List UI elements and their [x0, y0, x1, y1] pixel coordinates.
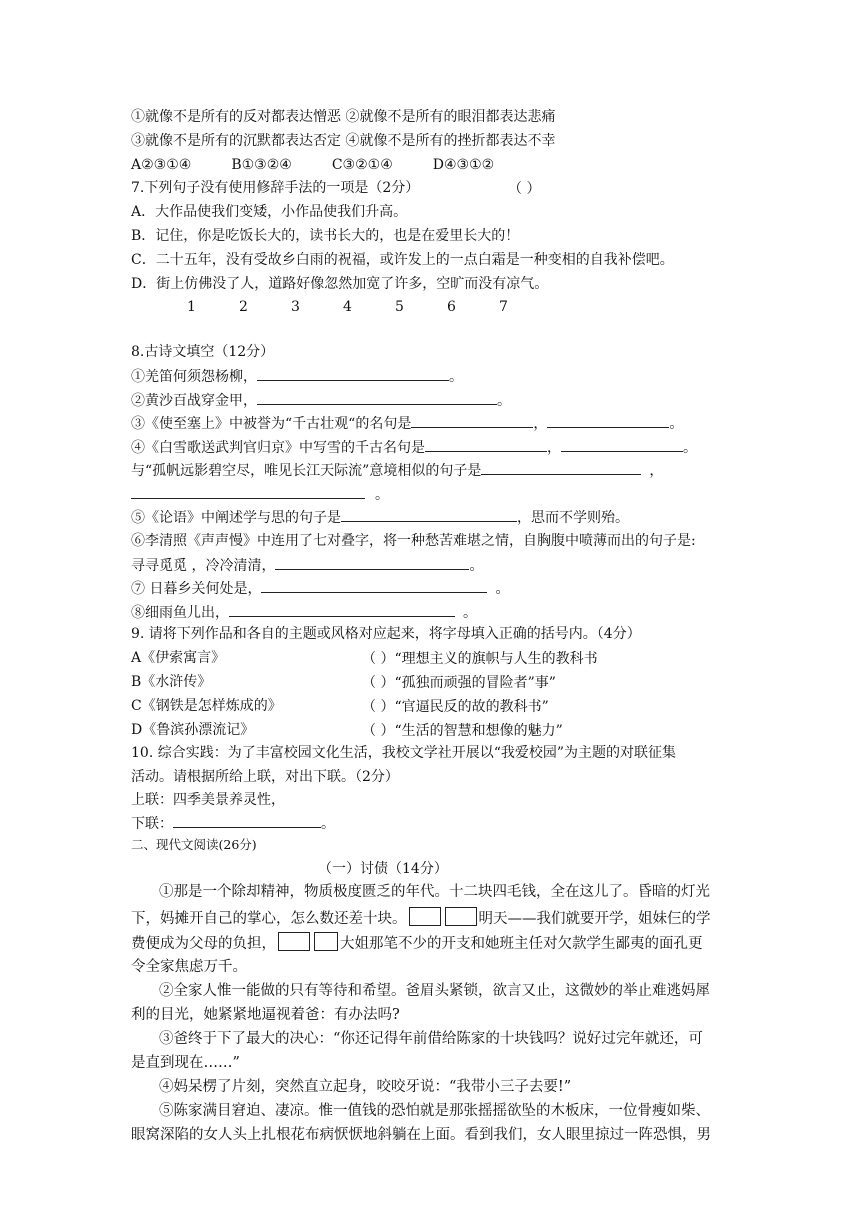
q8-item-1: ①羌笛何须怨杨柳， 。 — [131, 366, 463, 387]
para-4-line-1: ④妈呆楞了片刻，突然直立起身，咬咬牙说：“我带小三子去要!” — [159, 1079, 572, 1095]
q10-lower-couplet: 下联： 。 — [131, 813, 335, 834]
q9-row-a: A《伊索寓言》 — [131, 650, 226, 666]
q8-item-4: ④《白雪歌送武判官归京》中写雪的千古名句是 ， 。 — [131, 437, 697, 458]
para-1-line-3: 费便成为父母的负担， 大姐那笔不少的开支和她班主任对欠款学生鄙夷的面孔更 — [131, 932, 703, 954]
q8-item-5: ⑤《论语》中阐述学与思的句子是 ，思而不学则殆。 — [131, 507, 629, 528]
q9-row-d: D《鲁滨孙漂流记》 — [131, 722, 255, 738]
blank-box — [278, 932, 310, 951]
q7-answer-paren: （ ） — [508, 181, 541, 197]
number-row: 1 2 3 4 5 6 7 — [187, 299, 508, 315]
q9-row-c: C《钢铁是怎样炼成的》 — [131, 698, 282, 714]
blank-box — [409, 907, 441, 926]
q9-row-d-theme: （ ）“生活的智慧和想像的魅力” — [362, 723, 563, 739]
q7-option-c: C．二十五年，没有受故乡白雨的祝福，或许发上的一点白霜是一种变相的自我补偿吧。 — [131, 252, 674, 268]
q9-row-b: B《水浒传》 — [131, 674, 212, 690]
q8-item-4b: 与“孤帆远影碧空尽，唯见长江天际流”意境相似的句子是 ， — [131, 460, 663, 481]
para-1-line-4: 令全家焦虑万千。 — [131, 959, 247, 975]
para-2-line-2: 利的目光，她紧紧地逼视着爸：有办法吗? — [131, 1007, 400, 1023]
q6-option-row-1: ①就像不是所有的反对都表达憎恶 ②就像不是所有的眼泪都表达悲痛 — [131, 109, 556, 125]
q8-item-4c: 。 — [131, 484, 389, 505]
q9-row-a-theme: （ ）“理想主义的旗帜与人生的教科书 — [362, 651, 598, 667]
para-1-line-2: 下，妈摊开自己的掌心，怎么数还差十块。 明天——我们就要开学，姐妹仨的学 — [131, 907, 711, 929]
q9-row-c-theme: （ ）“官逼民反的故的教科书” — [362, 699, 549, 715]
para-5-line-1: ⑤陈家满目窘迫、凄凉。惟一值钱的恐怕就是那张摇摇欲坠的木板床，一位骨瘦如柴、 — [159, 1103, 710, 1119]
para-1-line-1: ①那是一个除却精神，物质极度匮乏的年代。十二块四毛钱，全在这儿了。昏暗的灯光 — [159, 884, 710, 900]
q7-option-a: A．大作品使我们变矮，小作品使我们升高。 — [131, 204, 408, 220]
q9-stem: 9. 请将下列作品和各自的主题或风格对应起来，将字母填入正确的括号内。（4分） — [131, 626, 641, 642]
reading-title: （一）讨债（14分） — [318, 861, 448, 877]
q7-option-d: D．街上仿佛没了人，道路好像忽然加宽了许多，空旷而没有凉气。 — [131, 276, 549, 292]
q8-item-7: ⑦ 日暮乡关何处是， 。 — [131, 578, 509, 599]
q6-answer-choices: A②③①④ B①③②④ C③②①④ D④③①② — [131, 157, 495, 173]
q6-option-row-2: ③就像不是所有的沉默都表达否定 ④就像不是所有的挫折都表达不幸 — [131, 133, 556, 149]
q7-option-b: B．记住，你是吃饭长大的，读书长大的，也是在爱里长大的！ — [131, 228, 520, 244]
para-3-line-1: ③爸终于下了最大的决心：“你还记得年前借给陈家的十块钱吗？说好过完年就还，可 — [159, 1031, 703, 1047]
q8-item-6: ⑥李清照《声声慢》中连用了七对叠字，将一种愁苦难堪之情，自胸腹中喷薄而出的句子是: — [131, 533, 696, 549]
q8-stem: 8.古诗文填空（12分） — [131, 344, 275, 360]
section-two-heading: 二、现代文阅读(26分) — [131, 837, 257, 852]
q8-item-6b: 寻寻觅觅 ，冷冷清清， 。 — [131, 555, 483, 576]
q9-row-b-theme: （ ）“孤独而顽强的冒险者”事” — [362, 675, 556, 691]
para-3-line-2: 是直到现在……” — [131, 1055, 240, 1071]
q8-item-8: ⑧细雨鱼儿出， 。 — [131, 602, 477, 623]
para-5-line-2: 眼窝深陷的女人头上扎根花布病恹恹地斜躺在上面。看到我们，女人眼里掠过一阵恐惧，男 — [131, 1127, 711, 1143]
q7-stem: 7.下列句子没有使用修辞手法的一项是（2分） — [131, 180, 420, 196]
q10-upper-couplet: 上联：四季美景养灵性， — [131, 792, 285, 808]
para-2-line-1: ②全家人惟一能做的只有等待和希望。爸眉头紧锁，欲言又止，这微妙的举止难逃妈犀 — [159, 983, 710, 999]
q10-stem-2: 活动。请根据所给上联，对出下联。（2分） — [131, 769, 399, 785]
q8-item-3: ③《使至塞上》中被誉为“千古壮观“的名句是 ， 。 — [131, 413, 683, 434]
blank-box — [445, 907, 477, 926]
blank-box — [314, 932, 338, 951]
q10-stem-1: 10. 综合实践：为了丰富校园文化生活，我校文学社开展以“我爱校园”为主题的对联征集 — [131, 745, 677, 761]
q8-item-2: ②黄沙百战穿金甲， 。 — [131, 390, 511, 411]
